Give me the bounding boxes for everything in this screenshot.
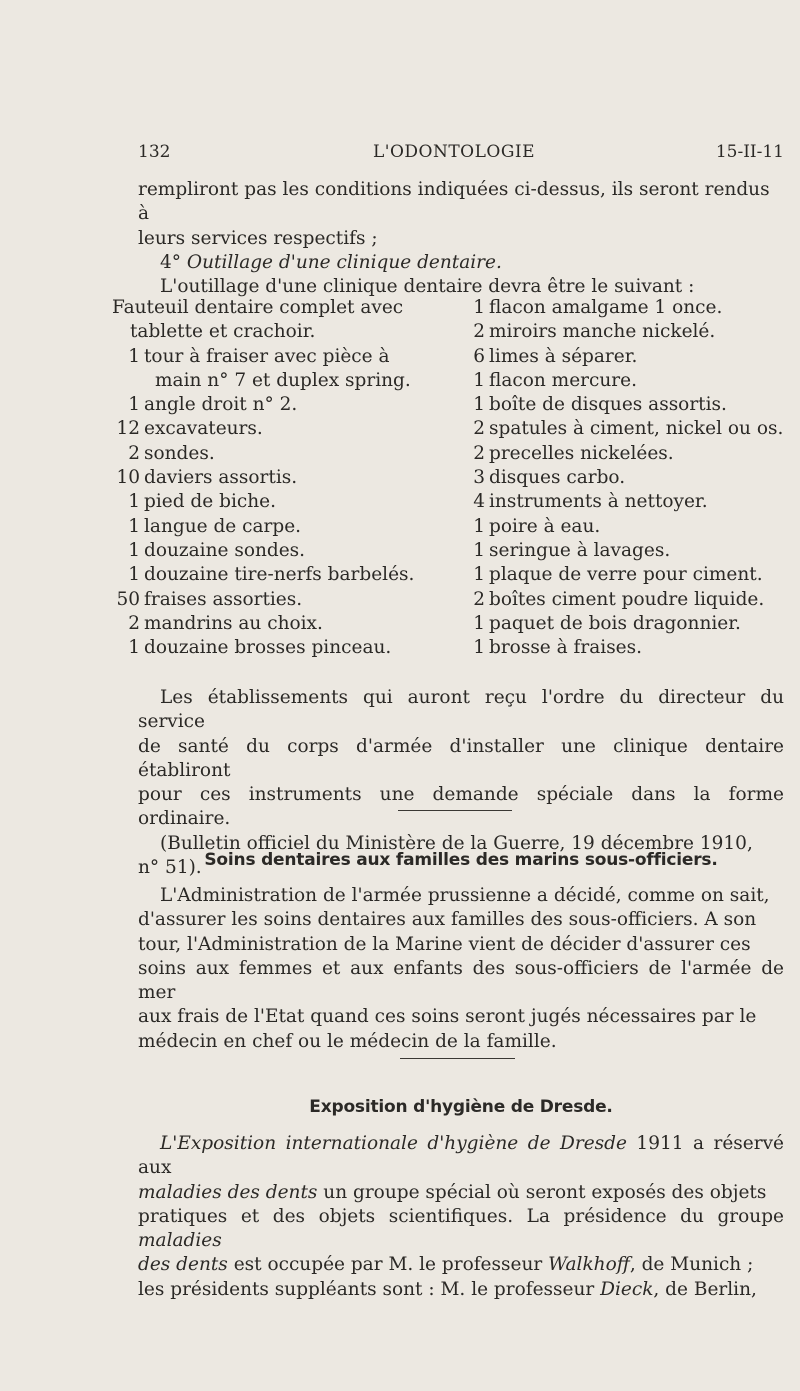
list-item: 2 sondes. xyxy=(128,442,215,464)
text-line: pour ces instruments une demande spéciale dans la forme ordinaire. xyxy=(138,784,784,830)
list-item: main n° 7 et duplex spring. xyxy=(155,369,411,391)
intro-text xyxy=(138,178,784,299)
list-item: 2 spatules à ciment, nickel ou os. xyxy=(473,418,784,440)
list-item: 1 langue de carpe. xyxy=(128,515,302,537)
exposition-paragraph xyxy=(138,1132,784,1302)
list-item: 1 douzaine tire-nerfs barbelés. xyxy=(128,564,415,586)
page-number: 132 xyxy=(138,142,171,162)
text-line: aux frais de l'Etat quand ces soins seront jugés nécessaires par le xyxy=(138,1006,757,1028)
section-divider xyxy=(398,810,512,811)
list-item: 1 boîte de disques assortis. xyxy=(473,394,727,416)
list-item: 1 plaque de verre pour ciment. xyxy=(473,564,763,586)
section-heading: Soins dentaires aux familles des marins sous-officiers. xyxy=(204,850,718,870)
text-line: les présidents suppléants sont : M. le professeur Dieck, de Berlin, xyxy=(138,1278,757,1300)
text-line: médecin en chef ou le médecin de la famille. xyxy=(138,1030,557,1052)
text-line: leurs services respectifs ; xyxy=(138,227,378,249)
list-item: 6 limes à séparer. xyxy=(473,345,638,367)
text-line: d'assurer les soins dentaires aux familles des sous-officiers. A son xyxy=(138,909,757,931)
text-line: soins aux femmes et aux enfants des sous-officiers de l'armée de mer xyxy=(138,957,784,1004)
text-line: pratiques et des objets scientifiques. La présidence du groupe maladies xyxy=(138,1205,784,1252)
section-heading: Exposition d'hygiène de Dresde. xyxy=(309,1097,613,1117)
text-line: L'outillage d'une clinique dentaire devra être le suivant : xyxy=(160,276,695,298)
list-item: 1 tour à fraiser avec pièce à xyxy=(128,345,390,367)
text-line: L'Exposition internationale d'hygiène de Dresde 1911 a réservé aux xyxy=(138,1133,784,1179)
text-line: de santé du corps d'armée d'installer une clinique dentaire établiront xyxy=(138,735,784,781)
list-item: 1 paquet de bois dragonnier. xyxy=(473,612,741,634)
list-item: 2 boîtes ciment poudre liquide. xyxy=(473,588,765,610)
list-item: tablette et crachoir. xyxy=(130,321,316,343)
list-item: 3 disques carbo. xyxy=(473,467,626,489)
journal-title: L'ODONTOLOGIE xyxy=(373,142,536,162)
list-item: 2 precelles nickelées. xyxy=(473,442,674,464)
list-item: 1 seringue à lavages. xyxy=(473,539,671,561)
text-line: L'Administration de l'armée prussienne a décidé, comme on sait, xyxy=(160,885,770,906)
citation-line: n° 51). xyxy=(138,857,202,879)
text-line: rempliront pas les conditions indiquées ci-dessus, ils seront rendus à xyxy=(138,179,770,225)
list-item: 2 mandrins au choix. xyxy=(128,612,323,634)
equipment-list-left xyxy=(110,296,455,660)
list-item: 1 brosse à fraises. xyxy=(473,637,643,659)
list-item: 1 flacon mercure. xyxy=(473,369,637,391)
issue-date: 15-II-11 xyxy=(715,142,784,162)
list-item: 1 flacon amalgame 1 once. xyxy=(473,297,723,318)
list-item: 10 daviers assortis. xyxy=(116,467,298,489)
running-header xyxy=(138,142,784,168)
list-item: 50 fraises assorties. xyxy=(116,588,303,610)
list-item: 1 douzaine sondes. xyxy=(128,539,306,561)
citation-line: (Bulletin officiel du Ministère de la Guerre, 19 décembre 1910, xyxy=(160,832,753,854)
text-line: tour, l'Administration de la Marine vient de décider d'assurer ces xyxy=(138,933,751,955)
list-item: 1 poire à eau. xyxy=(473,515,601,537)
text-line: maladies des dents un groupe spécial où seront exposés des objets xyxy=(138,1181,767,1203)
list-item: Fauteuil dentaire complet avec xyxy=(112,297,404,318)
list-item: 1 douzaine brosses pinceau. xyxy=(128,637,392,659)
list-item: 2 miroirs manche nickelé. xyxy=(473,321,716,343)
text-line: des dents est occupée par M. le professeur Walkhoff, de Munich ; xyxy=(138,1254,754,1276)
subsection-heading: 4° Outillage d'une clinique dentaire. xyxy=(160,251,502,273)
family-care-paragraph xyxy=(138,884,784,1054)
equipment-list-right xyxy=(455,296,795,660)
list-item: 1 pied de biche. xyxy=(128,491,276,513)
section-divider xyxy=(400,1058,515,1059)
list-item: 12 excavateurs. xyxy=(116,418,263,440)
list-item: 4 instruments à nettoyer. xyxy=(473,491,708,513)
text-line: Les établissements qui auront reçu l'ordre du directeur du service xyxy=(138,687,784,733)
list-item: 1 angle droit n° 2. xyxy=(128,394,298,416)
